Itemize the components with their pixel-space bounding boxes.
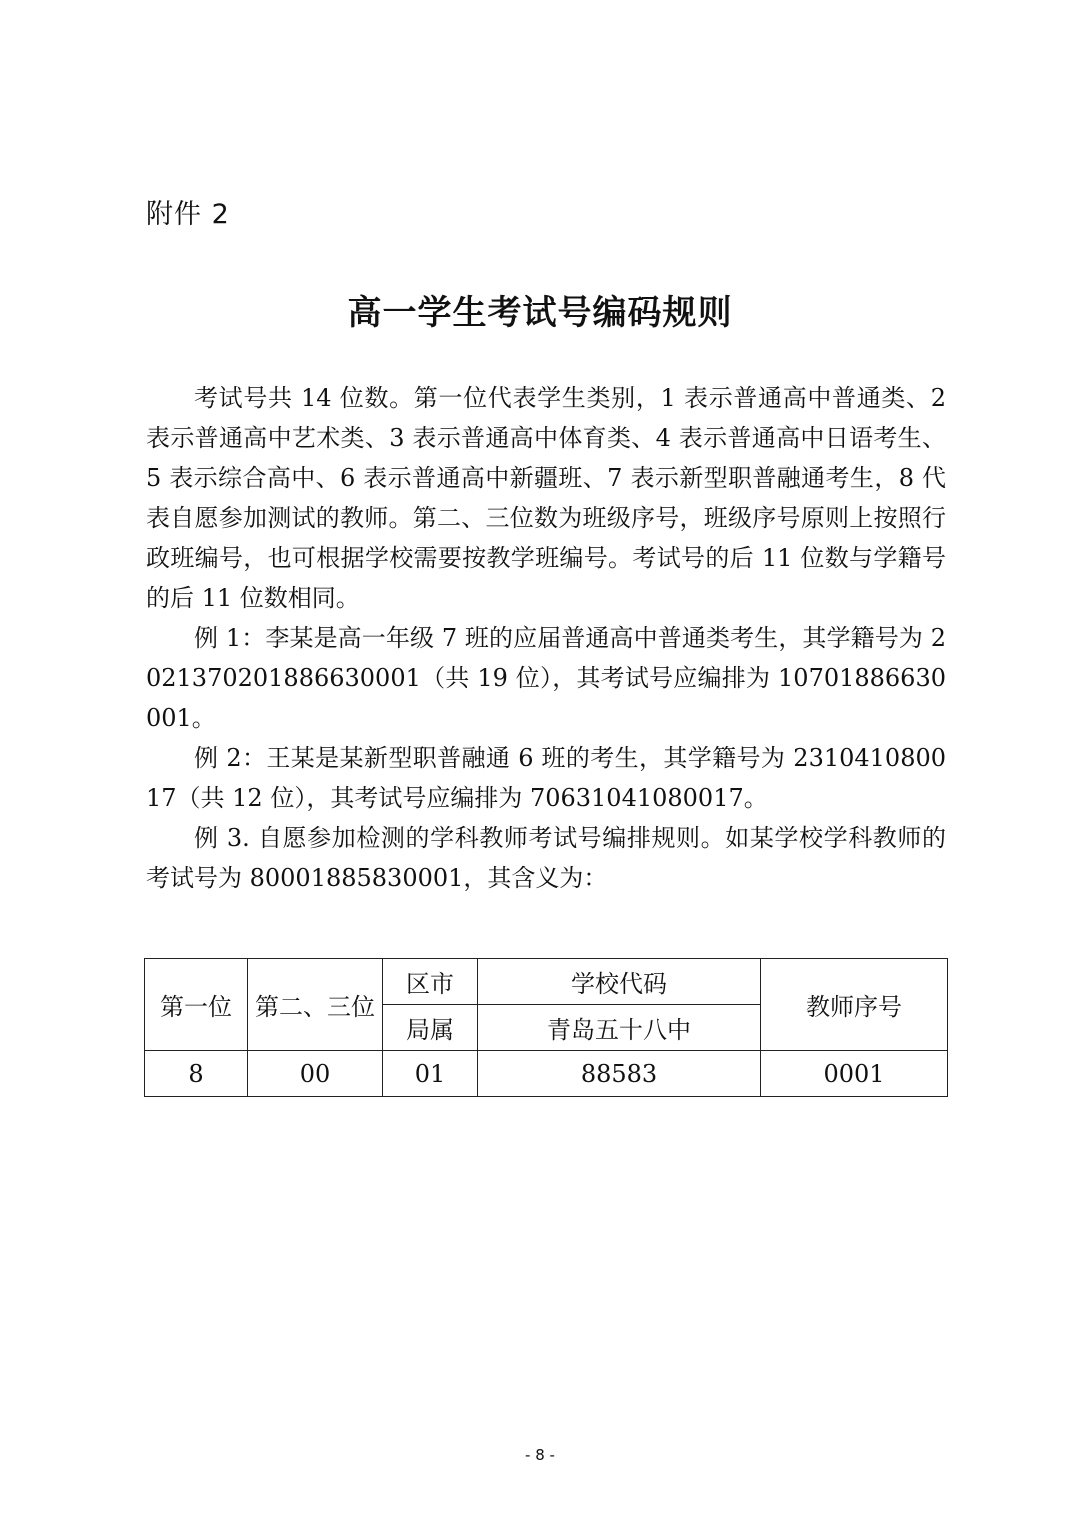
table-row — [145, 1051, 948, 1097]
page-number: - 8 - — [525, 1446, 555, 1464]
header-second-third-digits: 第二、三位 — [248, 959, 383, 1051]
exam-number-table — [144, 958, 948, 1097]
header-school-code: 学校代码 — [478, 959, 761, 1005]
table-header-row-1 — [145, 959, 948, 1005]
header-bureau: 局属 — [383, 1005, 478, 1051]
paragraph-rules: 考试号共 14 位数。第一位代表学生类别，1 表示普通高中普通类、2 表示普通高中艺术类、3 表示普通高中体育类、4 表示普通高中日语考生、5 表示综合高中、6 表示普通高中新疆班、7 表示新型职普融通考生，8 代表自愿参加测试的教师。第二、三位数为班级序号，班级序号原则上按照行政班编号，也可根据学校需要按教学班编号。考试号的后 11 位数与学籍号的后 11 位数相同。 — [146, 384, 946, 612]
attachment-label: 附件 2 — [146, 199, 230, 230]
cell-second-third-digits: 00 — [248, 1051, 383, 1097]
paragraph-example-3: 例 3. 自愿参加检测的学科教师考试号编排规则。如某学校学科教师的考试号为 80001885830001，其含义为： — [146, 824, 946, 892]
header-teacher-sequence: 教师序号 — [761, 959, 948, 1051]
cell-district: 01 — [383, 1051, 478, 1097]
paragraph-example-1: 例 1：李某是高一年级 7 班的应届普通高中普通类考生，其学籍号为 2021370201886630001（共 19 位），其考试号应编排为 10701886630001。 — [146, 624, 946, 732]
header-first-digit: 第一位 — [145, 959, 248, 1051]
header-school-name: 青岛五十八中 — [478, 1005, 761, 1051]
cell-teacher-sequence: 0001 — [761, 1051, 948, 1097]
body-text — [146, 378, 946, 898]
document-title: 高一学生考试号编码规则 — [347, 293, 733, 333]
header-district: 区市 — [383, 959, 478, 1005]
cell-school-code: 88583 — [478, 1051, 761, 1097]
cell-first-digit: 8 — [145, 1051, 248, 1097]
paragraph-example-2: 例 2：王某是某新型职普融通 6 班的考生，其学籍号为 231041080017（共 12 位），其考试号应编排为 70631041080017。 — [146, 744, 946, 812]
